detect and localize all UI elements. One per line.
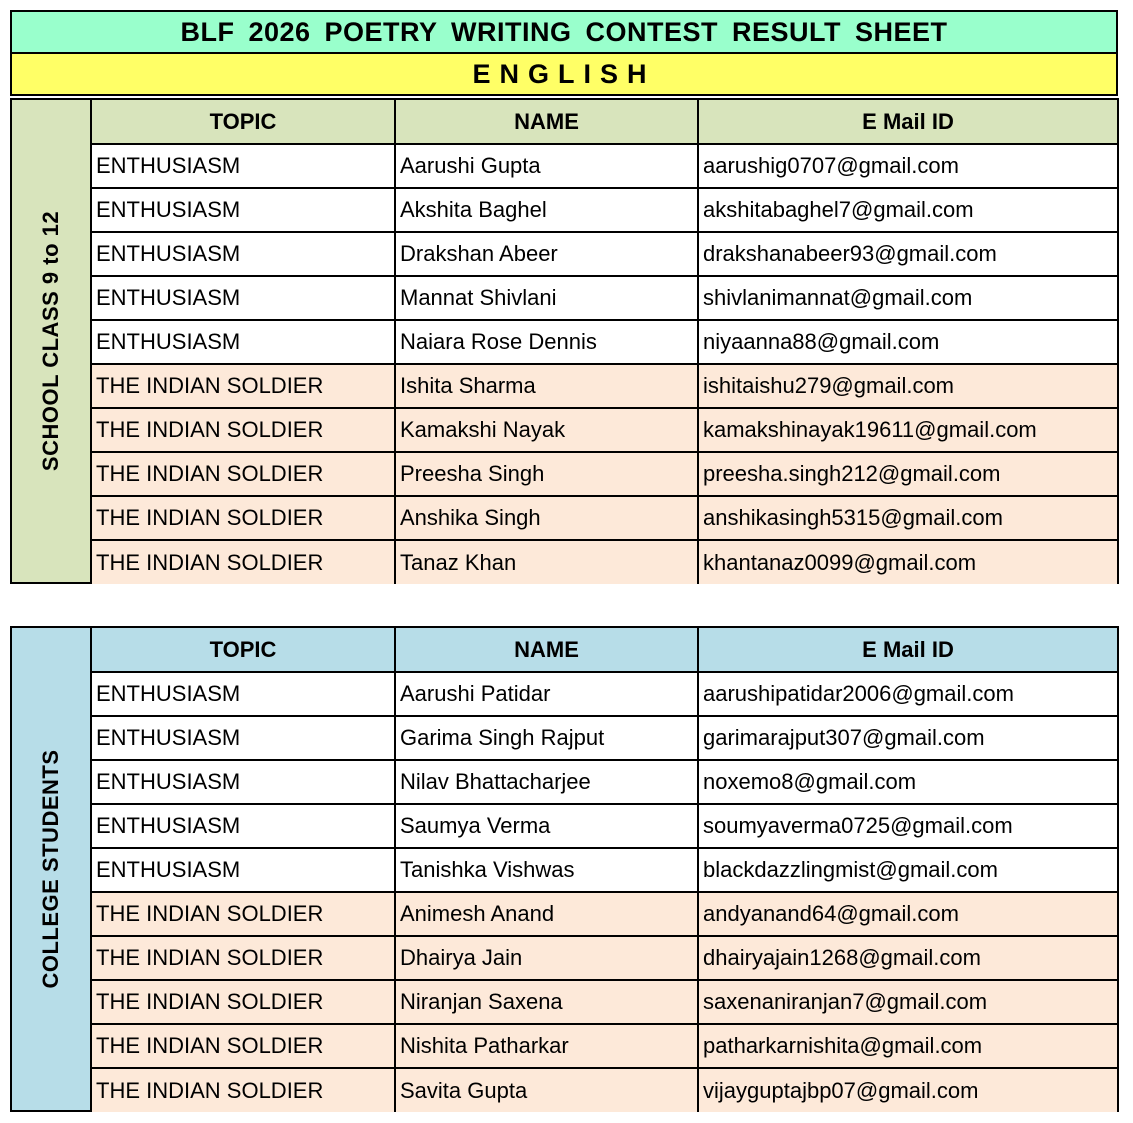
email-cell: aarushipatidar2006@gmail.com bbox=[698, 672, 1117, 716]
school-section-label: SCHOOL CLASS 9 to 12 bbox=[38, 210, 63, 472]
name-cell: Anshika Singh bbox=[395, 496, 698, 540]
email-cell: garimarajput307@gmail.com bbox=[698, 716, 1117, 760]
email-cell: vijayguptajbp07@gmail.com bbox=[698, 1068, 1117, 1112]
topic-cell: ENTHUSIASM bbox=[92, 320, 395, 364]
email-cell: akshitabaghel7@gmail.com bbox=[698, 188, 1117, 232]
email-cell: andyanand64@gmail.com bbox=[698, 892, 1117, 936]
language-banner: ENGLISH bbox=[10, 52, 1118, 96]
name-cell: Garima Singh Rajput bbox=[395, 716, 698, 760]
table-row bbox=[92, 1068, 1117, 1112]
name-cell: Savita Gupta bbox=[395, 1068, 698, 1112]
table-row bbox=[92, 804, 1117, 848]
table-row bbox=[92, 496, 1117, 540]
topic-cell: ENTHUSIASM bbox=[92, 232, 395, 276]
name-cell: Akshita Baghel bbox=[395, 188, 698, 232]
topic-cell: THE INDIAN SOLDIER bbox=[92, 364, 395, 408]
name-cell: Drakshan Abeer bbox=[395, 232, 698, 276]
email-cell: saxenaniranjan7@gmail.com bbox=[698, 980, 1117, 1024]
table-row bbox=[92, 540, 1117, 584]
college-side-panel bbox=[12, 628, 92, 1110]
table-row bbox=[92, 188, 1117, 232]
name-cell: Kamakshi Nayak bbox=[395, 408, 698, 452]
topic-cell: ENTHUSIASM bbox=[92, 760, 395, 804]
topic-cell: ENTHUSIASM bbox=[92, 276, 395, 320]
email-cell: patharkarnishita@gmail.com bbox=[698, 1024, 1117, 1068]
table-row bbox=[92, 320, 1117, 364]
email-cell: niyaanna88@gmail.com bbox=[698, 320, 1117, 364]
name-cell: Niranjan Saxena bbox=[395, 980, 698, 1024]
college-results-table bbox=[92, 628, 1117, 1112]
table-row bbox=[92, 672, 1117, 716]
email-column-header: E Mail ID bbox=[698, 100, 1117, 144]
name-cell: Preesha Singh bbox=[395, 452, 698, 496]
email-cell: drakshanabeer93@gmail.com bbox=[698, 232, 1117, 276]
topic-cell: THE INDIAN SOLDIER bbox=[92, 496, 395, 540]
email-cell: ishitaishu279@gmail.com bbox=[698, 364, 1117, 408]
topic-cell: THE INDIAN SOLDIER bbox=[92, 1068, 395, 1112]
topic-cell: THE INDIAN SOLDIER bbox=[92, 452, 395, 496]
topic-cell: THE INDIAN SOLDIER bbox=[92, 540, 395, 584]
table-row bbox=[92, 276, 1117, 320]
name-cell: Saumya Verma bbox=[395, 804, 698, 848]
email-cell: shivlanimannat@gmail.com bbox=[698, 276, 1117, 320]
name-cell: Mannat Shivlani bbox=[395, 276, 698, 320]
topic-cell: ENTHUSIASM bbox=[92, 848, 395, 892]
name-cell: Naiara Rose Dennis bbox=[395, 320, 698, 364]
table-row bbox=[92, 760, 1117, 804]
topic-cell: THE INDIAN SOLDIER bbox=[92, 892, 395, 936]
email-cell: noxemo8@gmail.com bbox=[698, 760, 1117, 804]
table-row bbox=[92, 364, 1117, 408]
name-cell: Aarushi Gupta bbox=[395, 144, 698, 188]
name-cell: Animesh Anand bbox=[395, 892, 698, 936]
school-section bbox=[10, 98, 1119, 584]
table-row bbox=[92, 936, 1117, 980]
school-side-panel bbox=[12, 100, 92, 582]
table-row bbox=[92, 716, 1117, 760]
result-sheet-header bbox=[10, 10, 1118, 96]
table-row bbox=[92, 848, 1117, 892]
topic-cell: ENTHUSIASM bbox=[92, 716, 395, 760]
table-row bbox=[92, 452, 1117, 496]
topic-cell: ENTHUSIASM bbox=[92, 188, 395, 232]
email-cell: kamakshinayak19611@gmail.com bbox=[698, 408, 1117, 452]
school-results-table bbox=[92, 100, 1117, 584]
topic-cell: ENTHUSIASM bbox=[92, 144, 395, 188]
topic-cell: THE INDIAN SOLDIER bbox=[92, 936, 395, 980]
name-column-header: NAME bbox=[395, 628, 698, 672]
table-row bbox=[92, 980, 1117, 1024]
name-cell: Dhairya Jain bbox=[395, 936, 698, 980]
name-cell: Aarushi Patidar bbox=[395, 672, 698, 716]
table-header-row bbox=[92, 628, 1117, 672]
school-rows bbox=[92, 144, 1117, 584]
college-section-label: COLLEGE STUDENTS bbox=[38, 749, 63, 989]
name-cell: Tanishka Vishwas bbox=[395, 848, 698, 892]
email-cell: anshikasingh5315@gmail.com bbox=[698, 496, 1117, 540]
name-cell: Nishita Patharkar bbox=[395, 1024, 698, 1068]
table-row bbox=[92, 232, 1117, 276]
name-cell: Tanaz Khan bbox=[395, 540, 698, 584]
email-cell: preesha.singh212@gmail.com bbox=[698, 452, 1117, 496]
email-cell: aarushig0707@gmail.com bbox=[698, 144, 1117, 188]
topic-column-header: TOPIC bbox=[92, 100, 395, 144]
topic-cell: THE INDIAN SOLDIER bbox=[92, 980, 395, 1024]
name-cell: Nilav Bhattacharjee bbox=[395, 760, 698, 804]
email-column-header: E Mail ID bbox=[698, 628, 1117, 672]
college-rows bbox=[92, 672, 1117, 1112]
email-cell: dhairyajain1268@gmail.com bbox=[698, 936, 1117, 980]
table-row bbox=[92, 408, 1117, 452]
college-section bbox=[10, 626, 1119, 1112]
topic-cell: ENTHUSIASM bbox=[92, 672, 395, 716]
sheet-title: BLF 2026 POETRY WRITING CONTEST RESULT SHEET bbox=[10, 10, 1118, 54]
table-row bbox=[92, 144, 1117, 188]
topic-cell: THE INDIAN SOLDIER bbox=[92, 1024, 395, 1068]
email-cell: khantanaz0099@gmail.com bbox=[698, 540, 1117, 584]
table-row bbox=[92, 892, 1117, 936]
topic-cell: THE INDIAN SOLDIER bbox=[92, 408, 395, 452]
name-cell: Ishita Sharma bbox=[395, 364, 698, 408]
table-header-row bbox=[92, 100, 1117, 144]
table-row bbox=[92, 1024, 1117, 1068]
email-cell: soumyaverma0725@gmail.com bbox=[698, 804, 1117, 848]
topic-column-header: TOPIC bbox=[92, 628, 395, 672]
email-cell: blackdazzlingmist@gmail.com bbox=[698, 848, 1117, 892]
topic-cell: ENTHUSIASM bbox=[92, 804, 395, 848]
name-column-header: NAME bbox=[395, 100, 698, 144]
